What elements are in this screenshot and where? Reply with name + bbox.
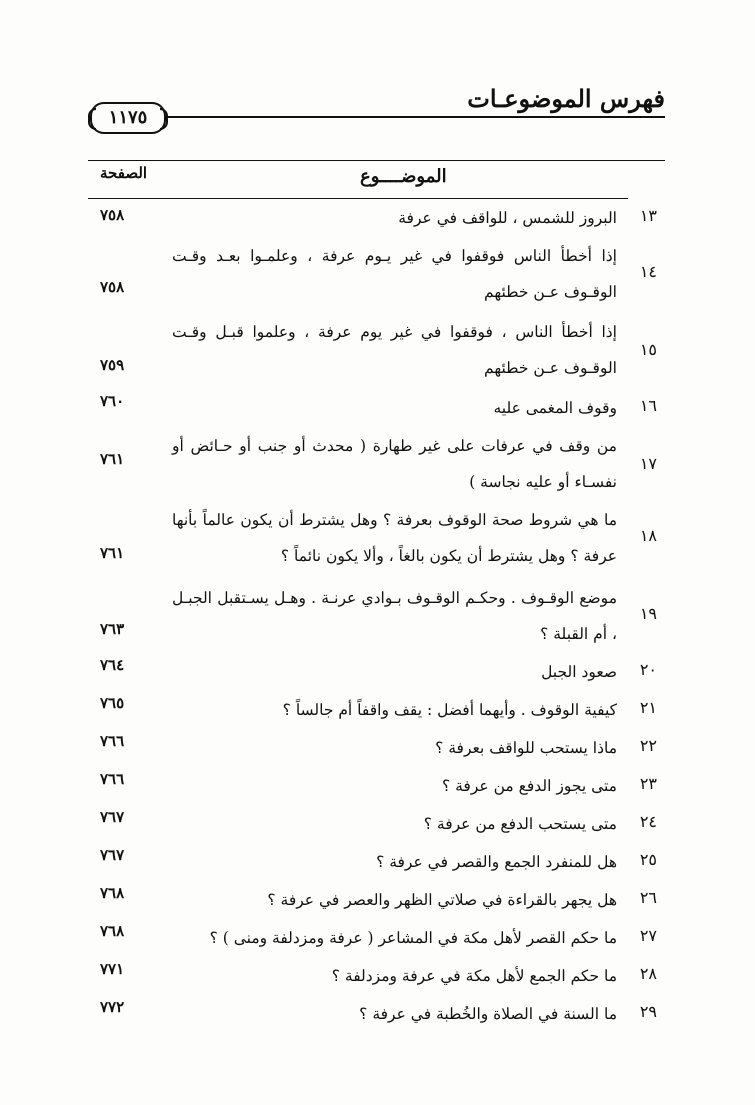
table-row bbox=[88, 804, 665, 842]
row-page: ٧٦٦ bbox=[100, 770, 125, 788]
row-number: ١٨ bbox=[639, 526, 657, 545]
table-row bbox=[88, 652, 665, 690]
table-header-rule bbox=[88, 198, 628, 199]
row-page: ٧٦١ bbox=[100, 450, 125, 468]
row-page: ٧٦٦ bbox=[100, 732, 125, 750]
row-topic: هل للمنفرد الجمع والقصر في عرفة ؟ bbox=[376, 853, 617, 871]
row-number: ٢١ bbox=[639, 698, 657, 717]
table-row bbox=[88, 578, 665, 654]
page-header bbox=[88, 84, 665, 128]
table-row bbox=[88, 842, 665, 880]
row-page: ٧٧٢ bbox=[100, 998, 125, 1016]
page-number-badge: ١١٧٥ bbox=[90, 102, 166, 134]
row-page: ٧٥٩ bbox=[100, 356, 125, 374]
row-topic: ما حكم القصر لأهل مكة في المشاعر ( عرفة ومزدلفة ومنى ) ؟ bbox=[209, 929, 617, 947]
table-row bbox=[88, 766, 665, 804]
row-number: ١٩ bbox=[639, 604, 657, 623]
row-number: ٢٩ bbox=[639, 1002, 657, 1021]
row-page: ٧٦٨ bbox=[100, 884, 125, 902]
column-header-topic: الموضــــوع bbox=[360, 166, 447, 187]
row-page: ٧٦٣ bbox=[100, 620, 125, 638]
header-rule bbox=[158, 116, 665, 118]
row-page: ٧٦١ bbox=[100, 544, 125, 562]
table-row bbox=[88, 994, 665, 1032]
row-page: ٧٦٥ bbox=[100, 694, 125, 712]
table-row bbox=[88, 390, 665, 426]
row-page: ٧٦٠ bbox=[100, 392, 125, 410]
row-number: ٢٧ bbox=[639, 926, 657, 945]
table-row bbox=[88, 312, 665, 390]
table-row bbox=[88, 428, 665, 500]
table-row bbox=[88, 918, 665, 956]
table-top-rule bbox=[88, 160, 665, 161]
table-row bbox=[88, 690, 665, 728]
row-number: ١٥ bbox=[639, 340, 657, 359]
row-topic: ما هي شروط صحة الوقوف بعرفة ؟ وهل يشترط أن يكون عالماً بأنها عرفة ؟ وهل يشترط أن يكون بالغاً ، وألا يكون نائماً ؟ bbox=[172, 511, 617, 565]
table-row bbox=[88, 880, 665, 918]
row-topic: البروز للشمس ، للواقف في عرفة bbox=[398, 209, 617, 227]
table-row bbox=[88, 956, 665, 994]
row-number: ٢٣ bbox=[639, 774, 657, 793]
row-topic: إذا أخطأ الناس فوقفوا في غير يـوم عرفة ، وعلمـوا بعـد وقـت الوقـوف عـن خطئهم bbox=[172, 247, 617, 301]
row-number: ١٧ bbox=[639, 454, 657, 473]
row-number: ٢٤ bbox=[639, 812, 657, 831]
row-topic: متى يجوز الدفع من عرفة ؟ bbox=[441, 777, 617, 795]
row-number: ٢٦ bbox=[639, 888, 657, 907]
table-row bbox=[88, 200, 665, 236]
row-number: ٢٢ bbox=[639, 736, 657, 755]
row-page: ٧٦٧ bbox=[100, 846, 125, 864]
row-page: ٧٥٨ bbox=[100, 206, 125, 224]
row-page: ٧٦٧ bbox=[100, 808, 125, 826]
column-header-page: الصفحة bbox=[100, 164, 148, 182]
table-row bbox=[88, 728, 665, 766]
row-topic: صعود الجبل bbox=[541, 663, 617, 681]
row-topic: هل يجهر بالقراءة في صلاتي الظهر والعصر في عرفة ؟ bbox=[267, 891, 617, 909]
row-number: ١٣ bbox=[639, 206, 657, 225]
row-topic: ما السنة في الصلاة والخُطبة في عرفة ؟ bbox=[359, 1005, 617, 1023]
row-page: ٧٥٨ bbox=[100, 278, 125, 296]
row-topic: إذا أخطأ الناس ، فوقفوا في غير يوم عرفة ، وعلموا قبـل وقـت الوقـوف عـن خطئهم bbox=[172, 323, 617, 377]
row-number: ٢٨ bbox=[639, 964, 657, 983]
row-page: ٧٦٨ bbox=[100, 922, 125, 940]
row-page: ٧٦٤ bbox=[100, 656, 125, 674]
row-topic: من وقف في عرفات على غير طهارة ( محدث أو جنب أو حـائض أو نفسـاء أو عليه نجاسة ) bbox=[172, 437, 617, 491]
row-number: ٢٥ bbox=[639, 850, 657, 869]
row-number: ٢٠ bbox=[639, 660, 657, 679]
row-topic: متى يستحب الدفع من عرفة ؟ bbox=[423, 815, 617, 833]
row-topic: ماذا يستحب للواقف بعرفة ؟ bbox=[435, 739, 617, 757]
row-topic: موضع الوقـوف . وحكـم الوقـوف بـوادي عرنـة . وهـل يسـتقبل الجبـل ، أم القبلة ؟ bbox=[172, 589, 617, 643]
table-row bbox=[88, 236, 665, 312]
row-topic: ما حكم الجمع لأهل مكة في عرفة ومزدلفة ؟ bbox=[331, 967, 617, 985]
row-number: ١٤ bbox=[639, 262, 657, 281]
row-topic: كيفية الوقوف . وأيهما أفضل : يقف واقفاً أم جالساً ؟ bbox=[282, 701, 617, 719]
page-title: فهرس الموضوعـات bbox=[467, 84, 665, 113]
row-page: ٧٧١ bbox=[100, 960, 125, 978]
table-row bbox=[88, 500, 665, 576]
row-topic: وقوف المغمى عليه bbox=[493, 399, 617, 417]
row-number: ١٦ bbox=[639, 396, 657, 415]
